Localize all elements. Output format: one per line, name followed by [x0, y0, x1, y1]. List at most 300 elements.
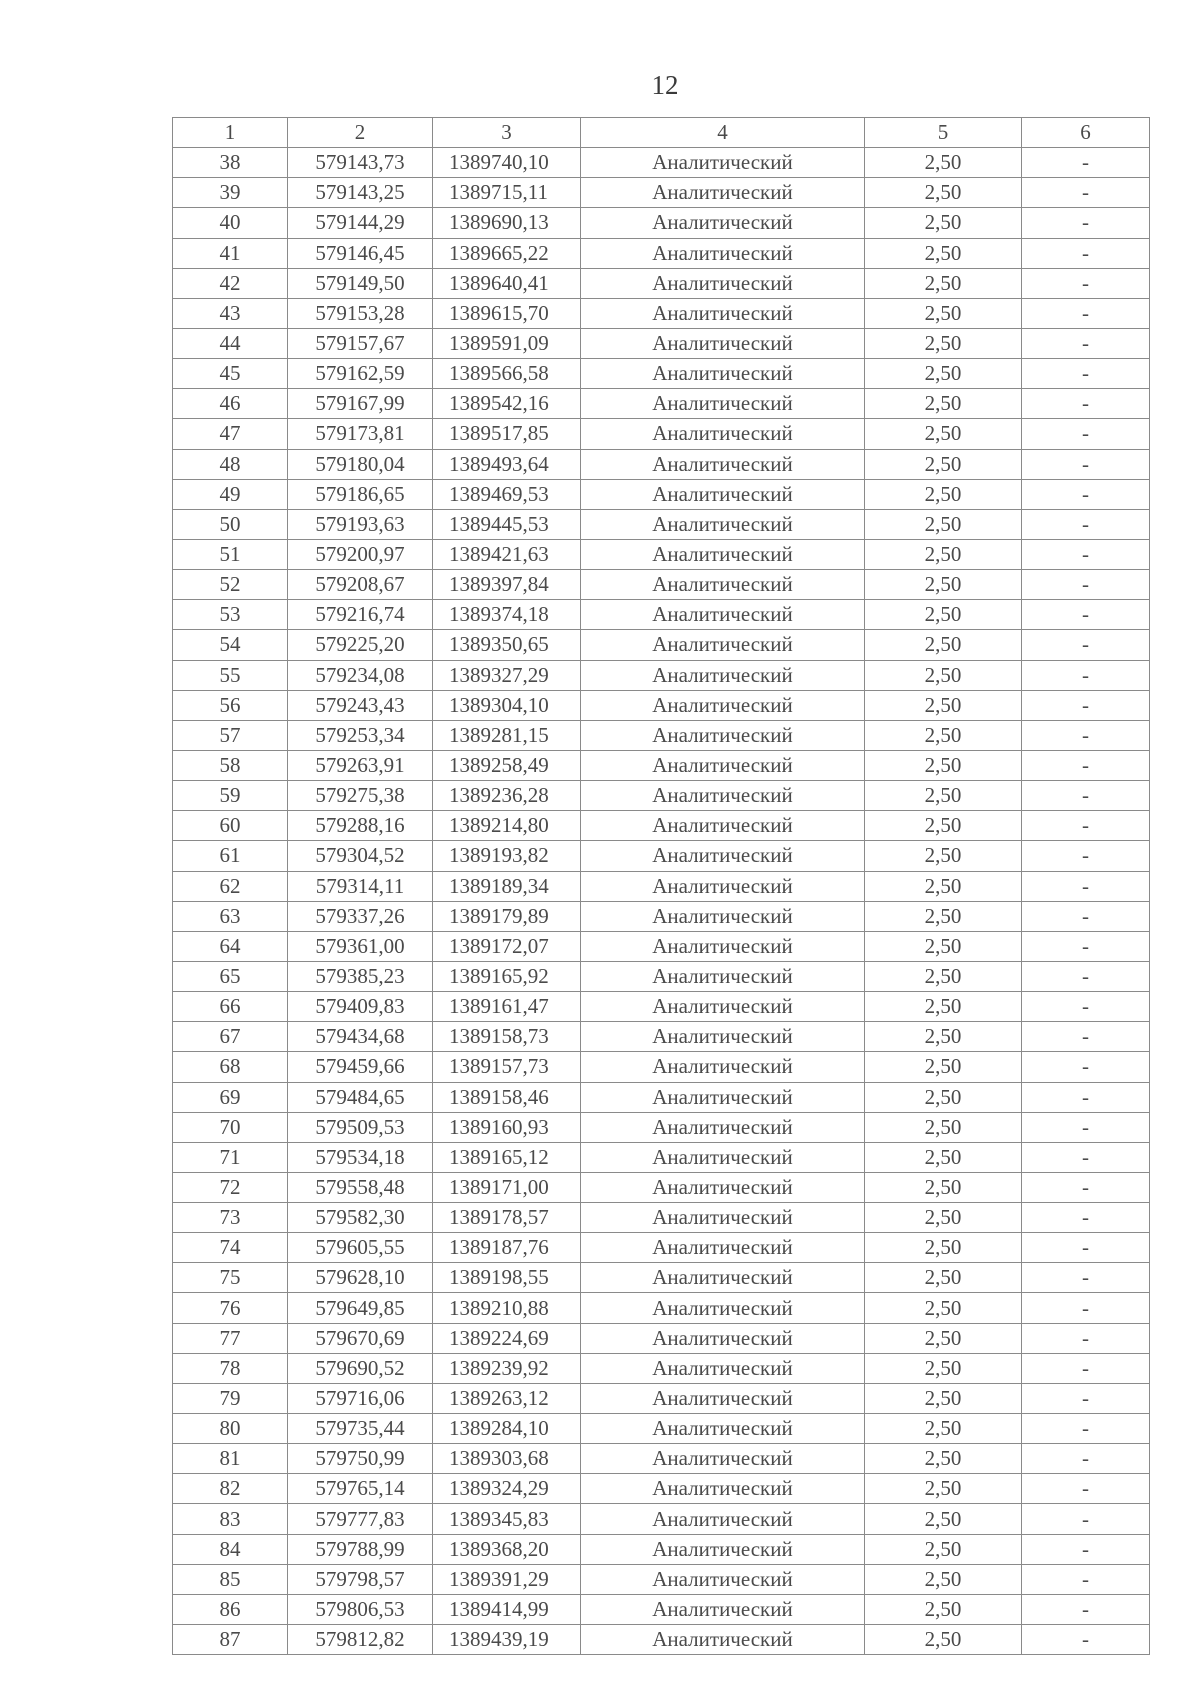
point-number-cell: 52: [173, 570, 288, 600]
y-coordinate-cell: 1389469,53: [433, 479, 581, 509]
point-number-cell: 40: [173, 208, 288, 238]
accuracy-cell: 2,50: [865, 389, 1022, 419]
note-cell: -: [1022, 1293, 1150, 1323]
table-row: [173, 871, 1150, 901]
y-coordinate-cell: 1389210,88: [433, 1293, 581, 1323]
point-number-cell: 55: [173, 660, 288, 690]
accuracy-cell: 2,50: [865, 1414, 1022, 1444]
y-coordinate-cell: 1389391,29: [433, 1564, 581, 1594]
x-coordinate-cell: 579361,00: [288, 931, 433, 961]
accuracy-cell: 2,50: [865, 479, 1022, 509]
x-coordinate-cell: 579208,67: [288, 570, 433, 600]
y-coordinate-cell: 1389165,92: [433, 961, 581, 991]
point-number-cell: 86: [173, 1594, 288, 1624]
method-cell: Аналитический: [581, 208, 865, 238]
point-number-cell: 58: [173, 750, 288, 780]
y-coordinate-cell: 1389690,13: [433, 208, 581, 238]
point-number-cell: 44: [173, 328, 288, 358]
table-row: [173, 1564, 1150, 1594]
table-row: [173, 1534, 1150, 1564]
accuracy-cell: 2,50: [865, 1203, 1022, 1233]
table-row: [173, 781, 1150, 811]
accuracy-cell: 2,50: [865, 781, 1022, 811]
method-cell: Аналитический: [581, 148, 865, 178]
accuracy-cell: 2,50: [865, 750, 1022, 780]
y-coordinate-cell: 1389591,09: [433, 328, 581, 358]
column-header-3: 3: [433, 118, 581, 148]
accuracy-cell: 2,50: [865, 1594, 1022, 1624]
point-number-cell: 65: [173, 961, 288, 991]
point-number-cell: 56: [173, 690, 288, 720]
y-coordinate-cell: 1389350,65: [433, 630, 581, 660]
y-coordinate-cell: 1389517,85: [433, 419, 581, 449]
note-cell: -: [1022, 1052, 1150, 1082]
table-row: [173, 690, 1150, 720]
table-row: [173, 1233, 1150, 1263]
note-cell: -: [1022, 1172, 1150, 1202]
method-cell: Аналитический: [581, 1323, 865, 1353]
x-coordinate-cell: 579509,53: [288, 1112, 433, 1142]
point-number-cell: 81: [173, 1444, 288, 1474]
y-coordinate-cell: 1389178,57: [433, 1203, 581, 1233]
note-cell: -: [1022, 1112, 1150, 1142]
point-number-cell: 57: [173, 720, 288, 750]
table-row: [173, 841, 1150, 871]
y-coordinate-cell: 1389397,84: [433, 570, 581, 600]
accuracy-cell: 2,50: [865, 1474, 1022, 1504]
note-cell: -: [1022, 961, 1150, 991]
x-coordinate-cell: 579200,97: [288, 539, 433, 569]
note-cell: -: [1022, 690, 1150, 720]
x-coordinate-cell: 579143,73: [288, 148, 433, 178]
table-row: [173, 750, 1150, 780]
accuracy-cell: 2,50: [865, 931, 1022, 961]
y-coordinate-cell: 1389236,28: [433, 781, 581, 811]
x-coordinate-cell: 579690,52: [288, 1353, 433, 1383]
table-row: [173, 1142, 1150, 1172]
point-number-cell: 50: [173, 509, 288, 539]
x-coordinate-cell: 579186,65: [288, 479, 433, 509]
note-cell: -: [1022, 208, 1150, 238]
y-coordinate-cell: 1389493,64: [433, 449, 581, 479]
accuracy-cell: 2,50: [865, 570, 1022, 600]
accuracy-cell: 2,50: [865, 1323, 1022, 1353]
accuracy-cell: 2,50: [865, 901, 1022, 931]
table-row: [173, 1112, 1150, 1142]
x-coordinate-cell: 579263,91: [288, 750, 433, 780]
note-cell: -: [1022, 178, 1150, 208]
table-row: [173, 931, 1150, 961]
y-coordinate-cell: 1389421,63: [433, 539, 581, 569]
note-cell: -: [1022, 479, 1150, 509]
accuracy-cell: 2,50: [865, 1112, 1022, 1142]
table-row: [173, 1383, 1150, 1413]
point-number-cell: 38: [173, 148, 288, 178]
table-row: [173, 1203, 1150, 1233]
method-cell: Аналитический: [581, 389, 865, 419]
point-number-cell: 66: [173, 992, 288, 1022]
accuracy-cell: 2,50: [865, 1142, 1022, 1172]
accuracy-cell: 2,50: [865, 1172, 1022, 1202]
accuracy-cell: 2,50: [865, 811, 1022, 841]
x-coordinate-cell: 579253,34: [288, 720, 433, 750]
accuracy-cell: 2,50: [865, 1022, 1022, 1052]
x-coordinate-cell: 579750,99: [288, 1444, 433, 1474]
point-number-cell: 73: [173, 1203, 288, 1233]
y-coordinate-cell: 1389445,53: [433, 509, 581, 539]
note-cell: -: [1022, 630, 1150, 660]
y-coordinate-cell: 1389715,11: [433, 178, 581, 208]
method-cell: Аналитический: [581, 479, 865, 509]
note-cell: -: [1022, 1625, 1150, 1655]
x-coordinate-cell: 579582,30: [288, 1203, 433, 1233]
x-coordinate-cell: 579434,68: [288, 1022, 433, 1052]
point-number-cell: 78: [173, 1353, 288, 1383]
x-coordinate-cell: 579649,85: [288, 1293, 433, 1323]
note-cell: -: [1022, 359, 1150, 389]
note-cell: -: [1022, 1022, 1150, 1052]
note-cell: -: [1022, 509, 1150, 539]
point-number-cell: 60: [173, 811, 288, 841]
x-coordinate-cell: 579777,83: [288, 1504, 433, 1534]
y-coordinate-cell: 1389157,73: [433, 1052, 581, 1082]
table-row: [173, 268, 1150, 298]
x-coordinate-cell: 579153,28: [288, 298, 433, 328]
x-coordinate-cell: 579146,45: [288, 238, 433, 268]
method-cell: Аналитический: [581, 1263, 865, 1293]
y-coordinate-cell: 1389239,92: [433, 1353, 581, 1383]
point-number-cell: 75: [173, 1263, 288, 1293]
table-row: [173, 1444, 1150, 1474]
method-cell: Аналитический: [581, 1504, 865, 1534]
x-coordinate-cell: 579216,74: [288, 600, 433, 630]
note-cell: -: [1022, 931, 1150, 961]
accuracy-cell: 2,50: [865, 328, 1022, 358]
x-coordinate-cell: 579735,44: [288, 1414, 433, 1444]
y-coordinate-cell: 1389263,12: [433, 1383, 581, 1413]
accuracy-cell: 2,50: [865, 268, 1022, 298]
note-cell: -: [1022, 298, 1150, 328]
method-cell: Аналитический: [581, 1052, 865, 1082]
table-row: [173, 1293, 1150, 1323]
x-coordinate-cell: 579225,20: [288, 630, 433, 660]
accuracy-cell: 2,50: [865, 1534, 1022, 1564]
method-cell: Аналитический: [581, 600, 865, 630]
y-coordinate-cell: 1389187,76: [433, 1233, 581, 1263]
point-number-cell: 83: [173, 1504, 288, 1534]
x-coordinate-cell: 579193,63: [288, 509, 433, 539]
note-cell: -: [1022, 750, 1150, 780]
accuracy-cell: 2,50: [865, 178, 1022, 208]
accuracy-cell: 2,50: [865, 419, 1022, 449]
y-coordinate-cell: 1389566,58: [433, 359, 581, 389]
method-cell: Аналитический: [581, 841, 865, 871]
y-coordinate-cell: 1389198,55: [433, 1263, 581, 1293]
point-number-cell: 45: [173, 359, 288, 389]
note-cell: -: [1022, 419, 1150, 449]
accuracy-cell: 2,50: [865, 148, 1022, 178]
method-cell: Аналитический: [581, 1293, 865, 1323]
x-coordinate-cell: 579385,23: [288, 961, 433, 991]
note-cell: -: [1022, 1082, 1150, 1112]
table-row: [173, 298, 1150, 328]
y-coordinate-cell: 1389193,82: [433, 841, 581, 871]
method-cell: Аналитический: [581, 1625, 865, 1655]
method-cell: Аналитический: [581, 1082, 865, 1112]
table-row: [173, 1353, 1150, 1383]
point-number-cell: 63: [173, 901, 288, 931]
method-cell: Аналитический: [581, 298, 865, 328]
x-coordinate-cell: 579149,50: [288, 268, 433, 298]
note-cell: -: [1022, 1564, 1150, 1594]
table-body: [173, 148, 1150, 1655]
header-row: [173, 118, 1150, 148]
method-cell: Аналитический: [581, 419, 865, 449]
column-header-1: 1: [173, 118, 288, 148]
y-coordinate-cell: 1389214,80: [433, 811, 581, 841]
point-number-cell: 82: [173, 1474, 288, 1504]
accuracy-cell: 2,50: [865, 449, 1022, 479]
table-row: [173, 1625, 1150, 1655]
accuracy-cell: 2,50: [865, 1625, 1022, 1655]
table-row: [173, 208, 1150, 238]
x-coordinate-cell: 579304,52: [288, 841, 433, 871]
method-cell: Аналитический: [581, 961, 865, 991]
note-cell: -: [1022, 449, 1150, 479]
accuracy-cell: 2,50: [865, 1263, 1022, 1293]
table-row: [173, 359, 1150, 389]
x-coordinate-cell: 579180,04: [288, 449, 433, 479]
accuracy-cell: 2,50: [865, 630, 1022, 660]
x-coordinate-cell: 579275,38: [288, 781, 433, 811]
table-row: [173, 1474, 1150, 1504]
x-coordinate-cell: 579288,16: [288, 811, 433, 841]
method-cell: Аналитический: [581, 1203, 865, 1233]
note-cell: -: [1022, 600, 1150, 630]
method-cell: Аналитический: [581, 1233, 865, 1263]
accuracy-cell: 2,50: [865, 600, 1022, 630]
method-cell: Аналитический: [581, 1172, 865, 1202]
point-number-cell: 41: [173, 238, 288, 268]
x-coordinate-cell: 579788,99: [288, 1534, 433, 1564]
point-number-cell: 48: [173, 449, 288, 479]
note-cell: -: [1022, 720, 1150, 750]
x-coordinate-cell: 579459,66: [288, 1052, 433, 1082]
y-coordinate-cell: 1389158,73: [433, 1022, 581, 1052]
table-row: [173, 419, 1150, 449]
method-cell: Аналитический: [581, 1142, 865, 1172]
method-cell: Аналитический: [581, 1564, 865, 1594]
method-cell: Аналитический: [581, 570, 865, 600]
method-cell: Аналитический: [581, 238, 865, 268]
accuracy-cell: 2,50: [865, 961, 1022, 991]
y-coordinate-cell: 1389665,22: [433, 238, 581, 268]
accuracy-cell: 2,50: [865, 871, 1022, 901]
table-row: [173, 1504, 1150, 1534]
method-cell: Аналитический: [581, 1353, 865, 1383]
y-coordinate-cell: 1389439,19: [433, 1625, 581, 1655]
point-number-cell: 43: [173, 298, 288, 328]
table-row: [173, 570, 1150, 600]
accuracy-cell: 2,50: [865, 208, 1022, 238]
method-cell: Аналитический: [581, 1383, 865, 1413]
note-cell: -: [1022, 1444, 1150, 1474]
table-row: [173, 178, 1150, 208]
table-row: [173, 992, 1150, 1022]
column-header-2: 2: [288, 118, 433, 148]
method-cell: Аналитический: [581, 1594, 865, 1624]
note-cell: -: [1022, 1323, 1150, 1353]
method-cell: Аналитический: [581, 359, 865, 389]
x-coordinate-cell: 579812,82: [288, 1625, 433, 1655]
accuracy-cell: 2,50: [865, 1444, 1022, 1474]
table-row: [173, 1594, 1150, 1624]
table-row: [173, 961, 1150, 991]
note-cell: -: [1022, 992, 1150, 1022]
y-coordinate-cell: 1389189,34: [433, 871, 581, 901]
column-header-5: 5: [865, 118, 1022, 148]
x-coordinate-cell: 579670,69: [288, 1323, 433, 1353]
method-cell: Аналитический: [581, 539, 865, 569]
accuracy-cell: 2,50: [865, 1383, 1022, 1413]
x-coordinate-cell: 579162,59: [288, 359, 433, 389]
method-cell: Аналитический: [581, 720, 865, 750]
y-coordinate-cell: 1389303,68: [433, 1444, 581, 1474]
point-number-cell: 62: [173, 871, 288, 901]
page-number: 12: [651, 70, 679, 100]
accuracy-cell: 2,50: [865, 720, 1022, 750]
table-row: [173, 509, 1150, 539]
point-number-cell: 76: [173, 1293, 288, 1323]
x-coordinate-cell: 579167,99: [288, 389, 433, 419]
table-row: [173, 901, 1150, 931]
point-number-cell: 68: [173, 1052, 288, 1082]
x-coordinate-cell: 579628,10: [288, 1263, 433, 1293]
x-coordinate-cell: 579173,81: [288, 419, 433, 449]
point-number-cell: 54: [173, 630, 288, 660]
method-cell: Аналитический: [581, 931, 865, 961]
note-cell: -: [1022, 570, 1150, 600]
y-coordinate-cell: 1389324,29: [433, 1474, 581, 1504]
note-cell: -: [1022, 1353, 1150, 1383]
point-number-cell: 64: [173, 931, 288, 961]
column-header-6: 6: [1022, 118, 1150, 148]
table-row: [173, 148, 1150, 178]
table-row: [173, 389, 1150, 419]
method-cell: Аналитический: [581, 1022, 865, 1052]
y-coordinate-cell: 1389615,70: [433, 298, 581, 328]
table-row: [173, 539, 1150, 569]
y-coordinate-cell: 1389327,29: [433, 660, 581, 690]
point-number-cell: 67: [173, 1022, 288, 1052]
table-row: [173, 1172, 1150, 1202]
method-cell: Аналитический: [581, 750, 865, 780]
y-coordinate-cell: 1389414,99: [433, 1594, 581, 1624]
method-cell: Аналитический: [581, 509, 865, 539]
point-number-cell: 59: [173, 781, 288, 811]
point-number-cell: 53: [173, 600, 288, 630]
method-cell: Аналитический: [581, 1534, 865, 1564]
y-coordinate-cell: 1389258,49: [433, 750, 581, 780]
note-cell: -: [1022, 1383, 1150, 1413]
y-coordinate-cell: 1389172,07: [433, 931, 581, 961]
point-number-cell: 74: [173, 1233, 288, 1263]
note-cell: -: [1022, 871, 1150, 901]
table-row: [173, 600, 1150, 630]
point-number-cell: 47: [173, 419, 288, 449]
method-cell: Аналитический: [581, 690, 865, 720]
accuracy-cell: 2,50: [865, 1293, 1022, 1323]
x-coordinate-cell: 579337,26: [288, 901, 433, 931]
table-row: [173, 720, 1150, 750]
point-number-cell: 77: [173, 1323, 288, 1353]
note-cell: -: [1022, 238, 1150, 268]
note-cell: -: [1022, 1474, 1150, 1504]
point-number-cell: 69: [173, 1082, 288, 1112]
table-row: [173, 1323, 1150, 1353]
accuracy-cell: 2,50: [865, 1353, 1022, 1383]
note-cell: -: [1022, 1594, 1150, 1624]
method-cell: Аналитический: [581, 992, 865, 1022]
table-row: [173, 660, 1150, 690]
point-number-cell: 61: [173, 841, 288, 871]
method-cell: Аналитический: [581, 660, 865, 690]
note-cell: -: [1022, 268, 1150, 298]
point-number-cell: 70: [173, 1112, 288, 1142]
point-number-cell: 49: [173, 479, 288, 509]
y-coordinate-cell: 1389161,47: [433, 992, 581, 1022]
accuracy-cell: 2,50: [865, 1082, 1022, 1112]
accuracy-cell: 2,50: [865, 238, 1022, 268]
method-cell: Аналитический: [581, 178, 865, 208]
x-coordinate-cell: 579484,65: [288, 1082, 433, 1112]
note-cell: -: [1022, 1203, 1150, 1233]
method-cell: Аналитический: [581, 449, 865, 479]
y-coordinate-cell: 1389374,18: [433, 600, 581, 630]
point-number-cell: 39: [173, 178, 288, 208]
table-row: [173, 238, 1150, 268]
note-cell: -: [1022, 841, 1150, 871]
x-coordinate-cell: 579558,48: [288, 1172, 433, 1202]
table-row: [173, 1022, 1150, 1052]
note-cell: -: [1022, 811, 1150, 841]
method-cell: Аналитический: [581, 901, 865, 931]
point-number-cell: 72: [173, 1172, 288, 1202]
method-cell: Аналитический: [581, 328, 865, 358]
y-coordinate-cell: 1389281,15: [433, 720, 581, 750]
x-coordinate-cell: 579765,14: [288, 1474, 433, 1504]
table-row: [173, 479, 1150, 509]
note-cell: -: [1022, 781, 1150, 811]
coordinates-table: [172, 117, 1150, 1655]
y-coordinate-cell: 1389542,16: [433, 389, 581, 419]
accuracy-cell: 2,50: [865, 359, 1022, 389]
note-cell: -: [1022, 1414, 1150, 1444]
x-coordinate-cell: 579243,43: [288, 690, 433, 720]
note-cell: -: [1022, 1263, 1150, 1293]
accuracy-cell: 2,50: [865, 841, 1022, 871]
y-coordinate-cell: 1389740,10: [433, 148, 581, 178]
accuracy-cell: 2,50: [865, 298, 1022, 328]
x-coordinate-cell: 579143,25: [288, 178, 433, 208]
x-coordinate-cell: 579534,18: [288, 1142, 433, 1172]
y-coordinate-cell: 1389160,93: [433, 1112, 581, 1142]
table-row: [173, 811, 1150, 841]
method-cell: Аналитический: [581, 1444, 865, 1474]
table-row: [173, 1052, 1150, 1082]
accuracy-cell: 2,50: [865, 539, 1022, 569]
x-coordinate-cell: 579605,55: [288, 1233, 433, 1263]
